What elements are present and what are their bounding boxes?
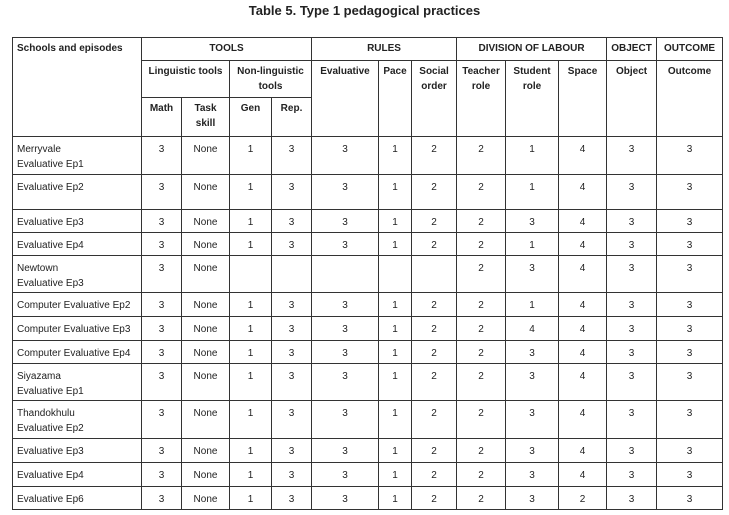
pedagogical-practices-table	[12, 37, 723, 510]
table-title: Table 5. Type 1 pedagogical practices	[248, 3, 481, 18]
table-cell: None	[182, 210, 230, 233]
table-cell: 3	[272, 463, 312, 487]
table-cell: 3	[312, 341, 379, 364]
table-cell: 3	[657, 487, 723, 510]
table-cell: None	[182, 256, 230, 293]
table-cell: 3	[142, 256, 182, 293]
table-row	[13, 233, 723, 256]
table-cell: None	[182, 137, 230, 175]
header-task-skill: Task skill	[182, 98, 230, 137]
table-cell: None	[182, 364, 230, 401]
table-row	[13, 210, 723, 233]
table-cell: 2	[457, 317, 506, 341]
table-cell: 3	[657, 364, 723, 401]
table-cell: 3	[657, 256, 723, 293]
table-cell: 4	[506, 317, 559, 341]
table-cell: 3	[607, 137, 657, 175]
table-cell: 2	[457, 401, 506, 439]
table-cell: 2	[457, 256, 506, 293]
row-label-line: Merryvale	[17, 144, 61, 155]
row-label-line: Evaluative Ep3	[17, 446, 84, 457]
table-cell: 3	[506, 364, 559, 401]
table-cell: 3	[272, 487, 312, 510]
table-row	[13, 439, 723, 463]
table-cell: 2	[412, 317, 457, 341]
header-evaluative: Evaluative	[312, 61, 379, 137]
table-cell: 3	[272, 341, 312, 364]
table-cell: 1	[379, 463, 412, 487]
table-cell: 1	[379, 293, 412, 317]
table-cell: 1	[230, 364, 272, 401]
header-social-order: Social order	[412, 61, 457, 137]
table-cell: 3	[142, 137, 182, 175]
table-cell: 3	[607, 256, 657, 293]
table-cell: 3	[142, 317, 182, 341]
header-rep: Rep.	[272, 98, 312, 137]
table-cell: None	[182, 317, 230, 341]
table-cell: 3	[142, 463, 182, 487]
row-label-line: Thandokhulu	[17, 408, 75, 419]
row-label-line: Evaluative Ep6	[17, 494, 84, 505]
table-cell: 1	[230, 233, 272, 256]
row-label-line: Evaluative Ep2	[17, 182, 84, 193]
table-cell: 3	[607, 463, 657, 487]
table-cell: 1	[230, 210, 272, 233]
table-cell: 3	[312, 364, 379, 401]
table-cell: 4	[559, 463, 607, 487]
table-cell: 3	[142, 364, 182, 401]
table-row	[13, 487, 723, 510]
table-cell: 3	[506, 463, 559, 487]
table-cell: 2	[457, 175, 506, 210]
table-cell: 3	[272, 175, 312, 210]
table-cell: None	[182, 293, 230, 317]
row-label	[13, 463, 142, 487]
row-label	[13, 293, 142, 317]
row-label	[13, 341, 142, 364]
table-cell: 3	[272, 401, 312, 439]
row-label-line: Evaluative Ep1	[17, 159, 84, 170]
row-label-line: Newtown	[17, 263, 59, 274]
table-cell: 2	[412, 233, 457, 256]
table-cell: 4	[559, 401, 607, 439]
table-cell: 1	[506, 233, 559, 256]
table-cell: None	[182, 233, 230, 256]
table-cell: 1	[379, 487, 412, 510]
header-space: Space	[559, 61, 607, 137]
table-cell: 2	[412, 341, 457, 364]
table-cell: 3	[607, 341, 657, 364]
header-math: Math	[142, 98, 182, 137]
table-row	[13, 293, 723, 317]
row-label-line: Evaluative Ep1	[17, 386, 84, 397]
table-row	[13, 175, 723, 210]
table-cell: 1	[379, 233, 412, 256]
table-cell: 1	[379, 210, 412, 233]
table-cell: 3	[272, 317, 312, 341]
table-cell: 3	[506, 256, 559, 293]
table-cell: 4	[559, 233, 607, 256]
row-label-line: Computer Evaluative Ep3	[17, 324, 131, 335]
table-cell: None	[182, 439, 230, 463]
table-cell: 2	[559, 487, 607, 510]
table-cell: 1	[379, 401, 412, 439]
table-cell: 3	[312, 233, 379, 256]
table-cell: 2	[457, 487, 506, 510]
table-cell: 3	[607, 317, 657, 341]
table-cell: 1	[506, 293, 559, 317]
header-teacher-role: Teacher role	[457, 61, 506, 137]
table-cell: 3	[607, 487, 657, 510]
table-row	[13, 341, 723, 364]
header-student-role: Student role	[506, 61, 559, 137]
table-cell: 1	[230, 341, 272, 364]
table-row	[13, 364, 723, 401]
table-cell: 3	[657, 210, 723, 233]
table-cell: 3	[142, 341, 182, 364]
table-cell: 3	[312, 210, 379, 233]
table-cell: 3	[142, 401, 182, 439]
row-label-line: Evaluative Ep3	[17, 217, 84, 228]
table-cell: 3	[312, 317, 379, 341]
table-cell: None	[182, 463, 230, 487]
table-cell: None	[182, 487, 230, 510]
table-cell: 4	[559, 175, 607, 210]
header-tools: TOOLS	[142, 38, 312, 61]
table-cell: 3	[142, 233, 182, 256]
table-cell: 3	[142, 210, 182, 233]
table-cell: None	[182, 401, 230, 439]
table-cell: None	[182, 175, 230, 210]
table-cell: None	[182, 341, 230, 364]
table-cell: 2	[457, 137, 506, 175]
table-cell: 2	[412, 210, 457, 233]
row-label	[13, 401, 142, 439]
table-cell: 2	[457, 439, 506, 463]
table-cell: 4	[559, 293, 607, 317]
table-cell: 3	[657, 293, 723, 317]
table-cell: 3	[607, 175, 657, 210]
row-label	[13, 233, 142, 256]
table-cell: 3	[607, 364, 657, 401]
row-label-line: Evaluative Ep4	[17, 470, 84, 481]
table-cell: 4	[559, 210, 607, 233]
table-cell	[379, 256, 412, 293]
table-cell: 3	[657, 175, 723, 210]
table-row	[13, 463, 723, 487]
table-cell: 3	[657, 463, 723, 487]
row-label	[13, 256, 142, 293]
row-label	[13, 137, 142, 175]
table-cell: 3	[506, 439, 559, 463]
table-cell: 1	[230, 293, 272, 317]
table-cell: 3	[142, 439, 182, 463]
table-cell: 1	[506, 175, 559, 210]
table-cell: 1	[379, 317, 412, 341]
table-cell: 1	[379, 439, 412, 463]
table-cell: 3	[607, 210, 657, 233]
table-cell: 3	[272, 137, 312, 175]
header-outcome: OUTCOME	[657, 38, 723, 61]
row-label	[13, 439, 142, 463]
table-cell: 1	[230, 317, 272, 341]
table-cell: 1	[230, 175, 272, 210]
row-label-line: Siyazama	[17, 371, 61, 382]
table-cell: 2	[412, 439, 457, 463]
table-cell: 3	[272, 210, 312, 233]
table-cell: 1	[230, 463, 272, 487]
table-cell: 3	[272, 233, 312, 256]
table-row	[13, 137, 723, 175]
table-cell: 3	[142, 293, 182, 317]
row-label	[13, 317, 142, 341]
header-linguistic-tools: Linguistic tools	[142, 61, 230, 98]
header-object: OBJECT	[607, 38, 657, 61]
table-cell: 3	[657, 317, 723, 341]
table-cell: 4	[559, 341, 607, 364]
table-cell: 1	[230, 401, 272, 439]
table-cell: 4	[559, 137, 607, 175]
table-cell: 2	[457, 463, 506, 487]
table-cell: 3	[312, 487, 379, 510]
table-cell: 3	[312, 401, 379, 439]
table-cell: 3	[506, 487, 559, 510]
table-row	[13, 401, 723, 439]
table-cell: 3	[657, 137, 723, 175]
table-cell: 3	[312, 293, 379, 317]
table-cell: 3	[272, 439, 312, 463]
row-label-line: Computer Evaluative Ep2	[17, 300, 131, 311]
table-row	[13, 256, 723, 293]
table-cell: 1	[379, 175, 412, 210]
header-outcome-sub: Outcome	[657, 61, 723, 137]
table-cell: 1	[379, 341, 412, 364]
table-cell: 2	[412, 293, 457, 317]
table-cell: 3	[506, 401, 559, 439]
table-cell: 3	[312, 463, 379, 487]
table-cell: 3	[657, 233, 723, 256]
table-cell: 2	[457, 293, 506, 317]
table-cell: 3	[312, 175, 379, 210]
row-label-line: Evaluative Ep4	[17, 240, 84, 251]
table-cell: 2	[412, 401, 457, 439]
table-cell: 3	[607, 401, 657, 439]
table-cell: 2	[412, 487, 457, 510]
row-label	[13, 487, 142, 510]
table-cell: 2	[457, 364, 506, 401]
table-cell: 3	[506, 341, 559, 364]
table-cell: 3	[657, 401, 723, 439]
row-label	[13, 364, 142, 401]
table-cell: 3	[272, 364, 312, 401]
table-cell: 1	[230, 487, 272, 510]
table-cell: 3	[312, 137, 379, 175]
table-cell: 2	[412, 137, 457, 175]
header-non-linguistic-tools: Non-linguistic tools	[230, 61, 312, 98]
table-cell: 2	[412, 175, 457, 210]
table-cell: 1	[379, 364, 412, 401]
table-cell: 1	[230, 137, 272, 175]
row-label-line: Evaluative Ep2	[17, 423, 84, 434]
row-label	[13, 210, 142, 233]
table-cell: 3	[506, 210, 559, 233]
table-cell	[312, 256, 379, 293]
table-cell: 2	[457, 210, 506, 233]
table-cell: 4	[559, 317, 607, 341]
header-division-of-labour: DIVISION OF LABOUR	[457, 38, 607, 61]
table-cell: 2	[457, 233, 506, 256]
table-cell: 3	[142, 175, 182, 210]
table-cell: 1	[506, 137, 559, 175]
table-cell: 1	[230, 439, 272, 463]
header-rules: RULES	[312, 38, 457, 61]
table-cell: 3	[607, 233, 657, 256]
table-cell	[412, 256, 457, 293]
table-cell: 3	[312, 439, 379, 463]
row-label-line: Evaluative Ep3	[17, 278, 84, 289]
table-cell: 1	[379, 137, 412, 175]
table-row	[13, 317, 723, 341]
row-label	[13, 175, 142, 210]
table-cell: 4	[559, 256, 607, 293]
table-cell: 3	[272, 293, 312, 317]
table-cell: 3	[607, 293, 657, 317]
table-cell: 4	[559, 364, 607, 401]
table-body	[13, 137, 723, 510]
table-cell: 2	[457, 341, 506, 364]
table-cell	[230, 256, 272, 293]
table-cell: 3	[657, 439, 723, 463]
row-label-line: Computer Evaluative Ep4	[17, 348, 131, 359]
table-cell: 3	[142, 487, 182, 510]
header-schools: Schools and episodes	[13, 38, 142, 137]
header-pace: Pace	[379, 61, 412, 137]
table-cell: 2	[412, 463, 457, 487]
table-cell: 2	[412, 364, 457, 401]
table-cell: 3	[607, 439, 657, 463]
header-gen: Gen	[230, 98, 272, 137]
table-cell: 4	[559, 439, 607, 463]
table-cell: 3	[657, 341, 723, 364]
header-object-sub: Object	[607, 61, 657, 137]
table-cell	[272, 256, 312, 293]
